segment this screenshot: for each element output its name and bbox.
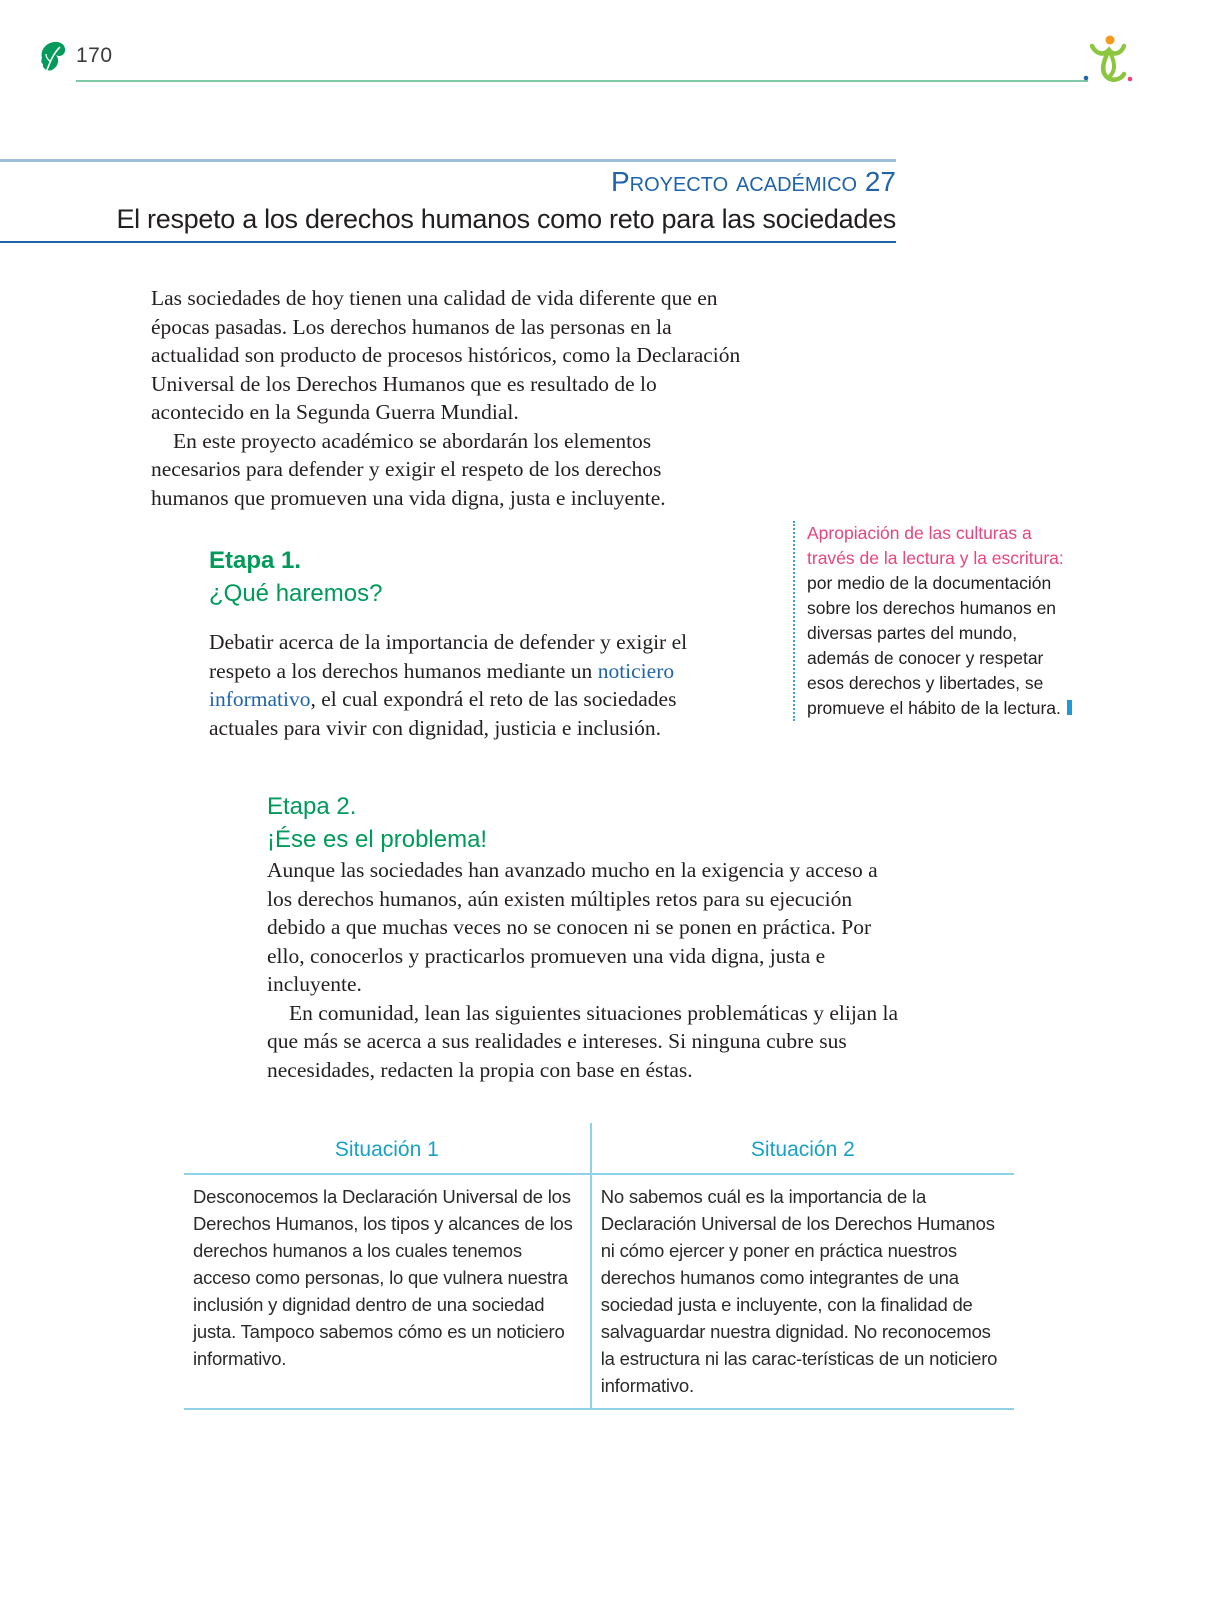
stage-1-label: Etapa 1. bbox=[209, 547, 302, 574]
header-rule bbox=[76, 80, 1088, 82]
leaf-icon bbox=[38, 40, 68, 74]
glossary-term: noticiero informativo bbox=[209, 658, 675, 711]
series-logo-icon bbox=[1082, 34, 1134, 86]
sidebar-text: por medio de la documentación sobre los derechos humanos en diversas partes del mundo, además de conocer y respetar esos derechos y libertades, se promueve el hábito de la lectura. bbox=[807, 573, 1061, 718]
stage-2-question: ¡Ése es el problema! bbox=[267, 826, 488, 853]
situations-table bbox=[184, 1123, 1014, 1410]
stage-1-section bbox=[209, 544, 749, 742]
table-row bbox=[184, 1174, 1014, 1409]
intro-paragraph-1: Las sociedades de hoy tienen una calidad de vida diferente que en épocas pasadas. Los derechos humanos de las personas en la actualidad son producto de procesos históricos, como la Declaración Universal de los Derechos Humanos que es resultado de lo acontecido en la Segunda Guerra Mundial. bbox=[151, 286, 741, 424]
intro-paragraph-2: En este proyecto académico se abordarán los elementos necesarios para defender y exigir el respeto de los derechos humanos que promueven una vida digna, justa e incluyente. bbox=[151, 428, 666, 510]
sidebar-highlight: Apropiación de las culturas a través de la lectura y la escritura: bbox=[807, 523, 1064, 568]
end-mark bbox=[1067, 700, 1072, 715]
situation-2-header: Situación 2 bbox=[591, 1123, 1014, 1174]
stage-1-text: Debatir acerca de la importancia de defender y exigir el respeto a los derechos humanos mediante un noticiero informativo, el cual expondrá el reto de las sociedades actuales para vivir con dignidad, justicia e inclusión. bbox=[209, 630, 688, 740]
title-bottom-rule bbox=[0, 241, 896, 243]
stage-2-paragraph-2: En comunidad, lean las siguientes situaciones problemáticas y elijan la que más se acerca a sus realidades e intereses. Si ninguna cubre sus necesidades, redacten la propia con base en éstas. bbox=[267, 1000, 898, 1082]
intro-section bbox=[151, 284, 741, 512]
stage-2-label: Etapa 2. bbox=[267, 793, 357, 820]
stage-2-section bbox=[267, 790, 907, 1084]
stage-2-paragraph-1: Aunque las sociedades han avanzado mucho en la exigencia y acceso a los derechos humanos, aún existen múltiples retos para su ejecución debido a que muchas veces no se conocen ni se ponen en práctica. Por ello, conocerlos y practicarlos promueven una vida digna, justa e incluyente. bbox=[267, 858, 878, 996]
stage-1-question: ¿Qué haremos? bbox=[209, 580, 383, 607]
title-top-rule bbox=[0, 159, 896, 162]
page-number: 170 bbox=[76, 44, 113, 67]
situation-1-text: Desconocemos la Declaración Universal de los Derechos Humanos, los tipos y alcances de los derechos humanos a los cuales tenemos acceso como personas, lo que vulnera nuestra inclusión y dignidad dentro de una sociedad justa. Tampoco sabemos cómo es un noticiero informativo. bbox=[184, 1174, 591, 1409]
project-label: Proyecto académico 27 bbox=[610, 166, 896, 197]
project-title: El respeto a los derechos humanos como reto para las sociedades bbox=[116, 204, 896, 234]
situation-2-text: No sabemos cuál es la importancia de la Declaración Universal de los Derechos Humanos ni cómo ejercer y poner en práctica nuestros derechos humanos como integrantes de una sociedad justa e incluyente, con la finalidad de salvaguardar nuestra dignidad. No reconocemos la estructura ni las carac-terísticas de un noticiero informativo. bbox=[591, 1174, 1014, 1409]
situation-1-header: Situación 1 bbox=[184, 1123, 591, 1174]
sidebar-note bbox=[793, 521, 1077, 721]
